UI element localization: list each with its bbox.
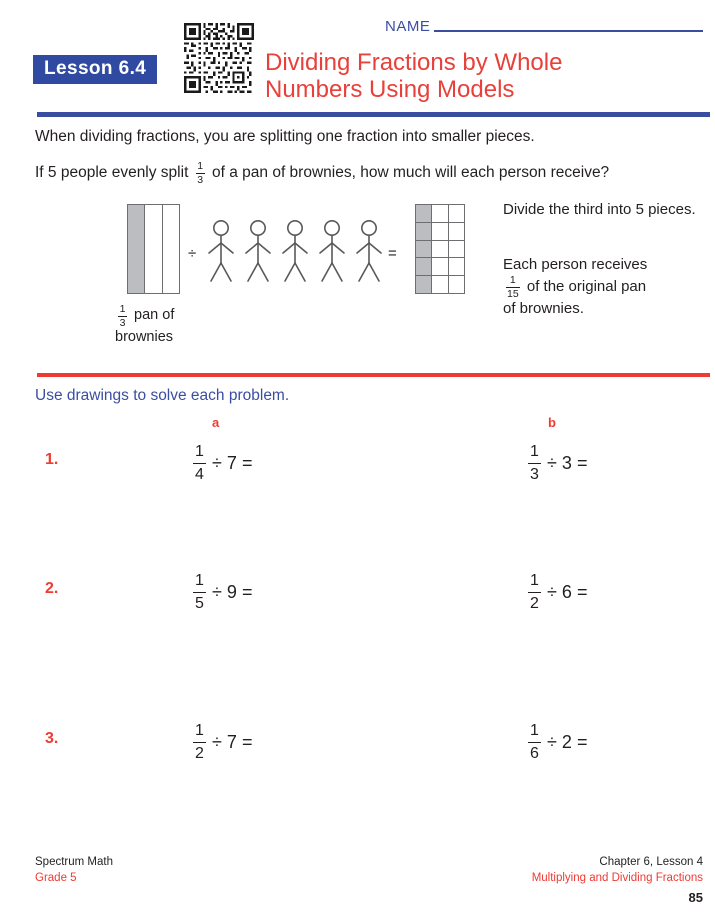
grid-model-cell [449,205,464,222]
divisor: 2 [561,731,572,752]
stick-figure-icon [243,219,273,285]
explanation-fraction [506,275,520,300]
column-header-a: a [212,415,220,430]
problem-3a[interactable] [193,722,252,762]
footer-book-title: Spectrum Math [35,856,113,868]
bar-model-cell [145,205,162,293]
equals-symbol: = [241,731,253,752]
stick-figure-icon [354,219,384,285]
fraction-denominator: 2 [530,594,539,612]
fraction-numerator: 1 [509,274,516,287]
problem-row [0,722,715,762]
bar-model-cell [163,205,179,293]
equals-symbol: = [576,452,588,473]
fraction-bar [528,463,541,464]
fraction-numerator: 1 [195,722,204,739]
grid-model-row [416,258,464,276]
fraction-bar [528,592,541,593]
footer-right [532,855,703,907]
problem-2b[interactable] [528,572,587,612]
fraction-denominator: 3 [197,174,204,187]
grid-model-cell [432,241,448,258]
fraction-numerator: 1 [119,303,126,315]
divide-symbol: ÷ [212,452,222,473]
problem-fraction [528,572,541,612]
fraction-bar [193,463,206,464]
lesson-badge: Lesson 6.4 [33,55,157,84]
intro-text-line-1: When dividing fractions, you are splitting one fraction into smaller pieces. [35,128,535,145]
bar-model-label [115,303,174,346]
problem-row [0,443,715,483]
fraction-grid-model [415,204,465,294]
divisor: 3 [561,452,572,473]
divide-symbol: ÷ [188,245,197,262]
fraction-denominator: 4 [195,465,204,483]
fraction-numerator: 1 [195,443,204,460]
equals-symbol: = [576,581,588,602]
header-divider [37,112,710,117]
grid-model-cell [432,205,448,222]
problem-3b[interactable] [528,722,587,762]
grid-model-cell [432,258,448,275]
problem-number: 2. [45,580,59,597]
grid-model-cell [449,258,464,275]
grid-model-row [416,223,464,241]
divide-symbol: ÷ [547,452,557,473]
fraction-numerator: 1 [530,722,539,739]
fraction-bar [528,742,541,743]
problem-number: 1. [45,451,59,468]
bar-label-text: pan of [130,307,175,324]
grid-model-cell [416,276,432,293]
divide-symbol: ÷ [547,581,557,602]
stick-figure-icon [206,219,236,285]
grid-model-cell [449,223,464,240]
intro-fraction [196,161,205,186]
equals-symbol: = [241,452,253,473]
grid-model-cell [449,276,464,293]
column-header-b: b [548,415,556,430]
fraction-denominator: 3 [119,317,126,330]
fraction-denominator: 15 [507,288,519,301]
page-header [0,0,715,118]
page-title-line-2: Numbers Using Models [265,75,515,103]
fraction-bar-model [127,204,180,294]
divisor: 7 [226,452,237,473]
fraction-numerator: 1 [530,443,539,460]
problem-1b[interactable] [528,443,587,483]
grid-model-row [416,241,464,259]
divisor: 9 [226,581,237,602]
problem-fraction [528,722,541,762]
name-write-line[interactable] [434,30,703,32]
fraction-numerator: 1 [195,572,204,589]
fraction-numerator: 1 [197,160,204,172]
example-diagram [0,195,715,360]
fraction-denominator: 2 [195,744,204,762]
fraction-numerator: 1 [530,572,539,589]
divide-symbol: ÷ [212,731,222,752]
explanation-line-2: of the original pan [522,278,647,296]
divide-symbol: ÷ [212,581,222,602]
fraction-denominator: 6 [530,744,539,762]
intro-text-line-2 [35,160,609,185]
fraction-bar [193,742,206,743]
equals-symbol: = [576,731,588,752]
footer-chapter-lesson: Chapter 6, Lesson 4 [599,856,703,868]
equals-symbol: = [388,245,397,262]
grid-model-cell [416,205,432,222]
fraction-denominator: 3 [530,465,539,483]
grid-model-row [416,205,464,223]
grid-model-cell [449,241,464,258]
page-title [265,50,695,104]
explanation-text-2 [503,255,708,318]
bar-label-fraction [118,304,127,329]
page-title-line-1: Dividing Fractions by Whole [265,49,563,76]
problem-fraction [193,443,206,483]
qr-code-icon[interactable] [184,23,254,93]
stick-figure-icon [317,219,347,285]
footer-left [35,855,113,886]
bar-label-line-2: brownies [115,329,174,346]
page-number: 85 [688,890,703,906]
bar-model-cell [128,205,145,293]
grid-model-cell [416,241,432,258]
grid-model-cell [416,258,432,275]
explanation-text-1: Divide the third into 5 pieces. [503,201,696,218]
problem-fraction [193,572,206,612]
practice-divider [37,373,710,377]
intro-text-before: If 5 people evenly split [35,163,193,181]
problem-fraction [193,722,206,762]
name-field[interactable] [385,18,703,35]
problem-number: 3. [45,730,59,747]
footer-chapter-title: Multiplying and Dividing Fractions [531,871,703,884]
problem-1a[interactable] [193,443,252,483]
explanation-line-1: Each person receives [503,256,648,273]
problem-fraction [528,443,541,483]
fraction-denominator: 5 [195,594,204,612]
practice-instruction: Use drawings to solve each problem. [35,387,290,404]
grid-model-cell [432,276,448,293]
problem-row [0,572,715,612]
grid-model-cell [416,223,432,240]
divisor: 6 [561,581,572,602]
fraction-bar [193,592,206,593]
footer-grade: Grade 5 [35,871,77,884]
people-group [206,219,384,285]
equals-symbol: = [241,581,253,602]
grid-model-cell [432,223,448,240]
intro-text-after: of a pan of brownies, how much will each person receive? [207,163,610,181]
name-label: NAME [385,18,431,35]
stick-figure-icon [280,219,310,285]
divide-symbol: ÷ [547,731,557,752]
divisor: 7 [226,731,237,752]
problem-2a[interactable] [193,572,252,612]
explanation-line-3: of brownies. [503,300,584,318]
grid-model-row [416,276,464,293]
